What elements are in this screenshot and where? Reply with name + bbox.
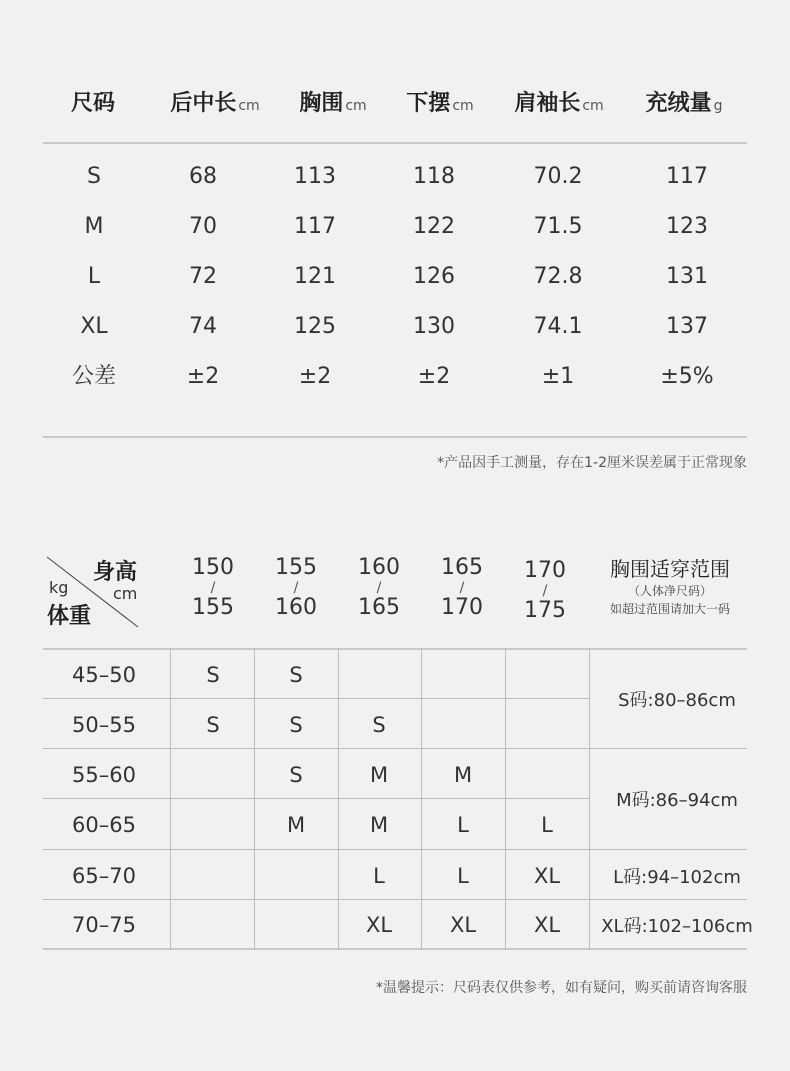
height-label: 身高 [93,560,138,585]
cell: 70 [189,214,217,239]
size-cell [173,851,253,901]
weight-range: 60–65 [72,813,136,837]
cell: ±2 [298,364,332,389]
cell: 126 [413,264,455,289]
header-sleeve-length: 肩袖长 cm [514,91,604,116]
size-table-header [43,84,747,124]
weight-range: 50–55 [72,713,136,737]
cell: 122 [413,214,455,239]
size-cell [423,650,503,700]
cell: ±5% [660,364,714,389]
size-cell: M [286,813,306,837]
cell: 68 [189,164,217,189]
table-row [43,157,747,197]
header-hem: 下摆 cm [406,91,474,116]
cell: 117 [666,164,708,189]
bust-range-s: S码:80–86cm [618,690,736,711]
divider [505,648,506,950]
cell: 113 [294,164,336,189]
divider [170,648,171,950]
bust-range-xl: XL码:102–106cm [601,916,753,937]
weight-unit: kg [49,578,69,597]
height-col-165-170: 165 / 170 [441,555,483,620]
cell-size: S [87,164,101,189]
cell-size: L [87,264,101,289]
size-cell [256,851,336,901]
height-col-155-160: 155 / 160 [275,555,317,620]
divider [254,648,255,950]
size-cell: L [541,813,553,837]
weight-label: 体重 [47,604,92,629]
size-cell: XL [533,913,561,937]
size-cell: S [289,713,303,737]
cell: 72.8 [533,264,583,289]
height-col-160-165: 160 / 165 [358,555,400,620]
size-cell [173,900,253,950]
height-unit: cm [113,584,138,603]
recommend-grid [43,648,753,950]
size-cell [173,750,253,800]
size-cell: L [373,864,385,888]
cell: 72 [189,264,217,289]
header-chest: 胸围 cm [299,91,367,116]
cell: 74 [189,314,217,339]
header-size: 尺码 [70,91,116,116]
cell-size: XL [80,314,108,339]
divider [421,648,422,950]
cell: 123 [666,214,708,239]
cell: 125 [294,314,336,339]
size-cell [339,650,419,700]
size-cell: L [457,813,469,837]
cell-size: 公差 [71,364,117,389]
table-row-tolerance [43,357,747,397]
bust-range-l: L码:94–102cm [613,867,741,888]
size-cell [173,800,253,850]
height-col-170-175: 170 / 175 [524,558,566,623]
cell: ±2 [186,364,220,389]
cell: 130 [413,314,455,339]
size-cell: S [206,663,220,687]
cell: 74.1 [533,314,583,339]
table-row [43,307,747,347]
size-cell [256,900,336,950]
cell: 117 [294,214,336,239]
divider [43,142,747,144]
weight-range: 70–75 [72,913,136,937]
size-cell: M [453,763,473,787]
bust-range-header: 胸围适穿范围 （人体净尺码） 如超过范围请加大一码 [609,557,730,616]
size-cell: L [457,864,469,888]
size-cell: S [289,663,303,687]
height-col-150-155: 150 / 155 [192,555,234,620]
weight-range: 45–50 [72,663,136,687]
cell: 70.2 [533,164,583,189]
cell-size: M [84,214,104,239]
cell: ±2 [417,364,451,389]
size-cell: S [372,713,386,737]
weight-range: 55–60 [72,763,136,787]
cell: ±1 [541,364,575,389]
header-fill-weight: 充绒量 g [645,91,723,116]
cell: 137 [666,314,708,339]
size-cell: M [369,763,389,787]
size-cell: S [289,763,303,787]
table-row [43,257,747,297]
size-cell: XL [449,913,477,937]
size-cell: M [369,813,389,837]
size-cell: XL [533,864,561,888]
size-cell [507,650,587,700]
divider [43,436,747,438]
size-cell [507,700,587,750]
header-back-length: 后中长 cm [170,91,260,116]
table-row [43,207,747,247]
size-cell: S [206,713,220,737]
cell: 118 [413,164,455,189]
cell: 121 [294,264,336,289]
cell: 131 [666,264,708,289]
measurement-note: *产品因手工测量，存在1-2厘米误差属于正常现象 [437,455,747,471]
size-cell [423,700,503,750]
size-cell: XL [365,913,393,937]
tip-note: *温馨提示：尺码表仅供参考，如有疑问，购买前请咨询客服 [376,980,747,996]
corner-header [43,553,143,631]
bust-range-m: M码:86–94cm [616,790,738,811]
size-cell [507,750,587,800]
weight-range: 65–70 [72,864,136,888]
divider [589,648,590,950]
cell: 71.5 [533,214,583,239]
